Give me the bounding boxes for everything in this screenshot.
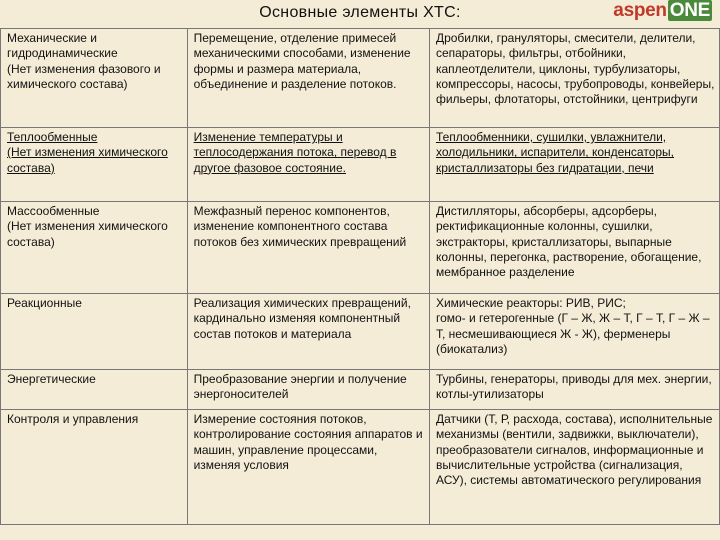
element-type-title: Контроля и управления [7, 412, 139, 426]
element-type-cell [1, 29, 188, 128]
reactor-types: Химические реакторы: РИВ, РИС; [435, 296, 626, 310]
equipment-cell: Дробилки, грануляторы, смесители, делители, сепараторы, фильтры, отбойники, каплеотделители, циклоны, турбулизаторы, компрессоры, насосы, трубопроводы, конвейеры, фильеры, флотаторы, отстойники, центрифуги [429, 29, 719, 128]
element-type-title: Теплообменные [7, 130, 98, 144]
logo-text-one: ONE [669, 0, 710, 21]
table-row [1, 128, 720, 202]
function-cell: Реализация химических превращений, кардинально изменяя компонентный состав потоков и материала [187, 294, 429, 370]
function-cell: Изменение температуры и теплосодержания потока, перевод в другое фазовое состояние. [187, 128, 429, 202]
function-cell: Перемещение, отделение примесей механическими способами, изменение формы и размера материала, объединение и разделение потоков. [187, 29, 429, 128]
element-type-title: Механические и гидродинамические [7, 31, 118, 61]
table-row [1, 29, 720, 128]
table-row [1, 294, 720, 370]
equipment-cell [429, 294, 719, 370]
elements-table [0, 28, 720, 525]
table-row [1, 370, 720, 410]
element-type-note: (Нет изменения химического состава) [7, 219, 168, 249]
table-row [1, 410, 720, 525]
element-type-title: Реакционные [7, 296, 82, 310]
element-type-cell [1, 410, 188, 525]
function-cell: Измерение состояния потоков, контролирование состояния аппаратов и машин, управление процессами, изменяя условия [187, 410, 429, 525]
element-type-note: (Нет изменения фазового и химического состава) [7, 61, 161, 91]
element-type-title: Энергетические [7, 372, 96, 386]
table-row [1, 202, 720, 294]
element-type-note: (Нет изменения химического состава) [7, 145, 168, 175]
element-type-cell [1, 128, 188, 202]
reactor-phases: гомо- и гетерогенные (Г – Ж, Ж – Т, Г – Т, Г – Ж – Т, несмешивающиеся Ж - Ж), ферменеры (биокатализ) [435, 311, 710, 356]
equipment-cell: Датчики (Т, Р, расхода, состава), исполнительные механизмы (вентили, задвижки, выключатели), преобразователи сигналов, информационные и вычислительные устройства (сигнализация, АСУ), системы автоматического регулирования [429, 410, 719, 525]
element-type-cell [1, 294, 188, 370]
logo-text-aspen: aspen [613, 0, 667, 21]
function-cell: Преобразование энергии и получение энергоносителей [187, 370, 429, 410]
aspenone-logo [613, 0, 712, 22]
equipment-cell: Дистилляторы, абсорберы, адсорберы, ректификационные колонны, сушилки, экстракторы, кристаллизаторы, выпарные колонны, перегонка, растворение, обогащение, мембранное разделение [429, 202, 719, 294]
function-cell: Межфазный перенос компонентов, изменение компонентного состава потоков без химических превращений [187, 202, 429, 294]
slide-title: Основные элементы ХТС: [259, 4, 461, 21]
equipment-cell: Турбины, генераторы, приводы для мех. энергии, котлы-утилизаторы [429, 370, 719, 410]
element-type-cell [1, 202, 188, 294]
element-type-cell [1, 370, 188, 410]
equipment-cell: Теплообменники, сушилки, увлажнители, холодильники, испарители, конденсаторы, кристаллизаторы без гидратации, печи [429, 128, 719, 202]
element-type-title: Массообменные [7, 204, 100, 218]
